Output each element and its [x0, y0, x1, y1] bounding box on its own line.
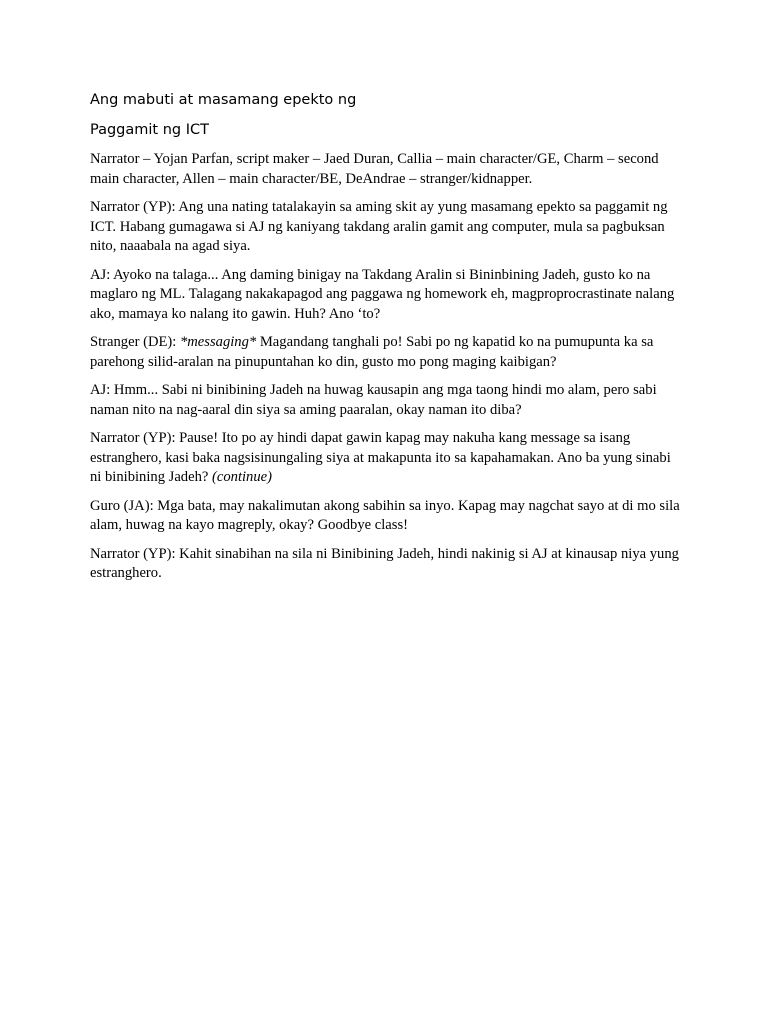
document-title-line-1: Ang mabuti at masamang epekto ng: [90, 92, 357, 108]
stranger-speaker-label: Stranger (DE):: [90, 334, 180, 350]
document-title-line-2: Paggamit ng ICT: [90, 122, 209, 138]
stranger-dialogue-text: Magandang tanghali po! Sabi po ng kapatid ko na pumupunta ka sa parehong silid-aralan na pinupuntahan ko din, gusto mo pong maging kaibigan?: [90, 334, 654, 370]
narrator-pause-text: Narrator (YP): Pause! Ito po ay hindi dapat gawin kapag may nakuha kang message sa isang estranghero, kasi baka nagsisinungaling siya at makapunta ito sa kapahamakan. Ano ba yung sinabi ni binibining Jadeh?: [90, 430, 671, 485]
aj-reply-paragraph: AJ: Hmm... Sabi ni binibining Jadeh na huwag kausapin ang mga taong hindi mo alam, pero sabi naman nito na nag-aaral din siya sa aming paaralan, okay naman ito diba?: [90, 382, 657, 418]
stranger-action-emphasis: *messaging*: [179, 334, 257, 350]
document-page: [90, 90, 680, 593]
continue-cue-emphasis: (continue): [212, 469, 272, 485]
narrator-pause-paragraph: [90, 429, 680, 488]
narrator-intro-paragraph: Narrator (YP): Ang una nating tatalakayin sa aming skit ay yung masamang epekto sa paggamit ng ICT. Habang gumagawa si AJ ng kaniyang takdang aralin gamit ang computer, mula sa pagbuksan nito, naaabala na agad siya.: [90, 199, 668, 254]
cast-list-paragraph: Narrator – Yojan Parfan, script maker – Jaed Duran, Callia – main character/GE, Charm – second main character, Allen – main character/BE, DeAndrae – stranger/kidnapper.: [90, 151, 659, 187]
stranger-dialogue-paragraph: [90, 333, 680, 372]
narrator-closing-paragraph: Narrator (YP): Kahit sinabihan na sila ni Binibining Jadeh, hindi nakinig si AJ at kinausap niya yung estranghero.: [90, 545, 679, 581]
teacher-dialogue-paragraph: Guro (JA): Mga bata, may nakalimutan akong sabihin sa inyo. Kapag may nagchat sayo at di mo sila alam, huwag na kayo magreply, okay? Goodbye class!: [90, 497, 680, 533]
aj-dialogue-paragraph: AJ: Ayoko na talaga... Ang daming binigay na Takdang Aralin si Bininbining Jadeh, gusto ko na maglaro ng ML. Talagang nakakapagod ang paggawa ng homework eh, magproprocrastinate nalang ako, mamaya ko nalang ito gawin. Huh? Ano ‘to?: [90, 266, 675, 322]
